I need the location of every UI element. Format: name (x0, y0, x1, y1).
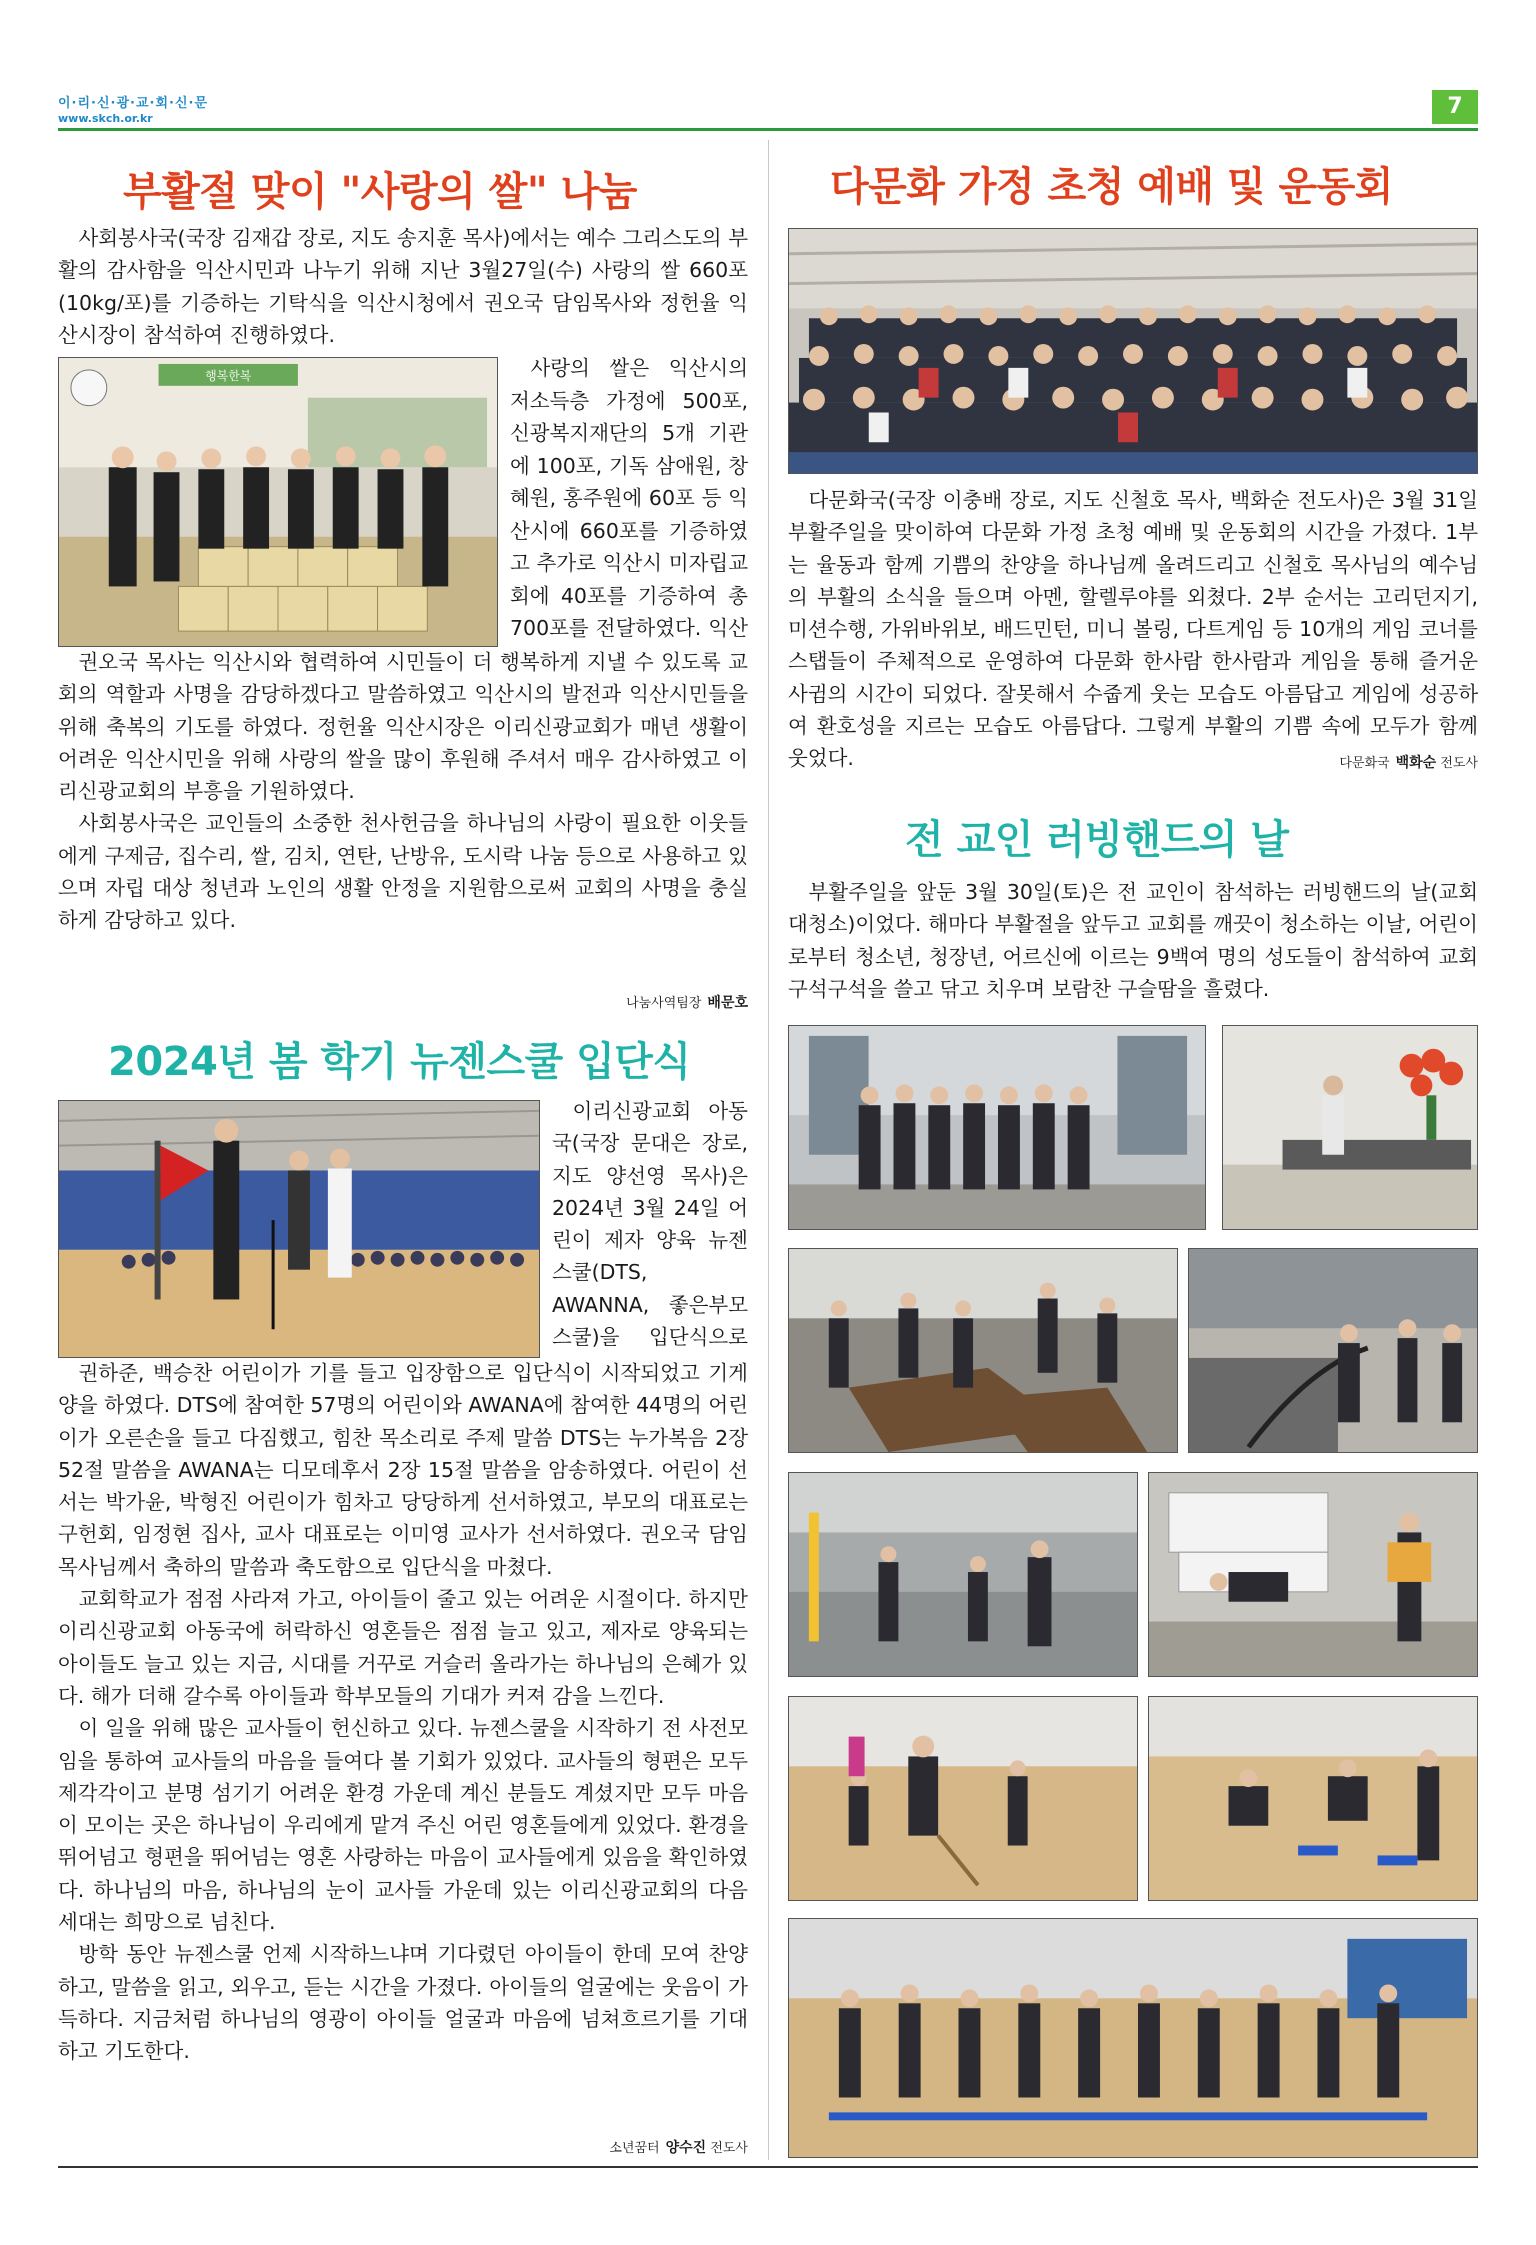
multicultural-byline-suffix: 전도사 (1440, 756, 1478, 771)
page-footer-rule (58, 2166, 1478, 2168)
masthead (58, 92, 1478, 132)
school-paragraph-3: 교회학교가 점점 사라져 가고, 아이들이 줄고 있는 어려운 시절이다. 하지만 이리신광교회 아동국에 허락하신 영혼들은 점점 늘고 있고, 제자로 양육되는 아이들도 늘고 있는 지금, 시대를 거꾸로 거슬러 올라가는 하나님의 은혜가 있다. 해가 더해 갈수록 아이들과 학부모들의 기대가 커져 감을 느낀다. (58, 1587, 748, 1708)
multicultural-article-title: 다문화 가정 초청 예배 및 운동회 (830, 164, 1393, 210)
rice-byline-name: 배문호 (707, 995, 748, 1011)
cleaning-photo-6 (1148, 1472, 1478, 1677)
rice-banner-text: 행복한복 (205, 368, 252, 383)
rice-article-intro (58, 222, 748, 352)
rice-paragraph-1: 사회봉사국(국장 김재갑 장로, 지도 송지훈 목사)에서는 예수 그리스도의 부활의 감사함을 익산시민과 나누기 위해 지난 3월27일(수) 사랑의 쌀 660포(10kg/포)를 기증하는 기탁식을 익산시청에서 권오국 담임목사와 정헌율 익산시장이 참석하여 진행하였다. (58, 226, 748, 347)
cleaning-photo-4 (1188, 1248, 1478, 1453)
rice-byline-role: 나눔사역팀장 (626, 996, 702, 1011)
cleaning-photo-8 (1148, 1696, 1478, 1901)
lovinghand-article-body (788, 876, 1478, 1006)
multicultural-byline (1230, 752, 1478, 772)
school-byline-name: 양수진 (665, 2140, 707, 2156)
cleaning-photo-5 (788, 1472, 1138, 1677)
rice-article-wrap (510, 352, 748, 646)
cleaning-photo-1 (788, 1025, 1206, 1230)
school-ceremony-photo (58, 1100, 540, 1358)
school-article-body (58, 1357, 748, 2159)
cleaning-photo-9 (788, 1918, 1478, 2158)
lovinghand-article-title: 전 교인 러빙핸드의 날 (905, 817, 1289, 863)
school-article-title: 2024년 봄 학기 뉴젠스쿨 입단식 (108, 1039, 691, 1085)
multicultural-paragraph-1: 다문화국(국장 이충배 장로, 지도 신철호 목사, 백화순 전도사)은 3월 31일 부활주일을 맞이하여 다문화 가정 초청 예배 및 운동회의 시간을 가졌다. 1부는 율동과 함께 기쁨의 찬양을 하나님께 올려드리고 신철호 목사님의 예수님의 부활의 소식을 들으며 아멘, 할렐루야를 외쳤다. 2부 순서는 고리던지기, 미션수행, 가위바위보, 배드민턴, 미니 볼링, 다트게임 등 10개의 게임 코너를 스탭들이 주체적으로 운영하여 다문화 한사람 한사람과 게임을 통해 즐거운 사귐의 시간이 되었다. 잘못해서 수줍게 웃는 모습도 아름답고 게임에 성공하여 환호성을 지르는 모습도 아름답다. 그렇게 부활의 기쁨 속에 모두가 함께 웃었다. (788, 488, 1478, 771)
page-number: 7 (1432, 90, 1478, 124)
cleaning-photo-2 (1222, 1025, 1478, 1230)
multicultural-byline-role: 다문화국 (1339, 756, 1390, 771)
cleaning-photo-7 (788, 1696, 1138, 1901)
rice-article-body (58, 646, 748, 1024)
newspaper-name: 이·리·신·광·교·회·신·문 (58, 96, 209, 111)
multicultural-article-body (788, 484, 1478, 774)
school-byline-role: 소년꿈터 (609, 2141, 660, 2156)
rice-paragraph-3: 권오국 목사는 익산시와 협력하여 시민들이 더 행복하게 지낼 수 있도록 교회의 역할과 사명을 감당하겠다고 말씀하였고 익산시의 발전과 익산시민들을 위해 축복의 기도를 하였다. 정헌율 익산시장은 이리신광교회가 매년 생활이 어려운 익산시민을 위해 사랑의 쌀을 많이 후원해 주셔서 매우 감사하였고 이리신광교회의 부흥을 기원하였다. (58, 650, 748, 804)
rice-byline (520, 992, 748, 1012)
rice-donation-photo (58, 357, 498, 647)
website-url[interactable]: www.skch.or.kr (58, 112, 153, 125)
school-paragraph-4: 이 일을 위해 많은 교사들이 헌신하고 있다. 뉴젠스쿨을 시작하기 전 사전모임을 통하여 교사들의 마음을 들여다 볼 기회가 있었다. 교사들의 형편은 모두 제각각이고 분명 섬기기 어려운 환경 가운데 계신 분들도 계셨지만 모두 마음이 모이는 곳은 하나님이 우리에게 맡겨 주신 어린 영혼들에게 있었다. 환경을 뛰어넘고 형편을 뛰어넘는 영혼 사랑하는 마음이 교사들에게 있음을 확인하였다. 하나님의 마음, 하나님의 눈이 교사들 가운데 있는 이리신광교회의 다음 세대는 희망으로 넘친다. (58, 1716, 748, 1935)
school-paragraph-2: 권하준, 백승찬 어린이가 기를 들고 입장함으로 입단식이 시작되었고 기게양을 하였다. DTS에 참여한 57명의 어린이와 AWANA에 참여한 44명의 어린이가 오른손을 들고 다짐했고, 힘찬 목소리로 주제 말씀 DTS는 누가복음 2장 52절 말씀을 AWANA는 디모데후서 2장 15절 말씀을 암송하였다. 어린이 선서는 박가윤, 박형진 어린이가 힘차고 당당하게 선서하였고, 부모의 대표로는 구헌회, 임정현 집사, 교사 대표로는 이미영 교사가 선서하였다. 권오국 담임목사님께서 축하의 말씀과 축도함으로 입단식을 마쳤다. (58, 1361, 748, 1579)
school-paragraph-1: 이리신광교회 아동국(국장 문대은 장로, 지도 양선영 목사)은 2024년 3월 24일 어린이 제자 양육 뉴젠스쿨(DTS, AWANNA, 좋은부모스쿨)을 입단식으로 (552, 1099, 748, 1350)
multicultural-byline-name: 백화순 (1395, 755, 1437, 771)
school-paragraph-5: 방학 동안 뉴젠스쿨 언제 시작하느냐며 기다렸던 아이들이 한데 모여 찬양하고, 말씀을 읽고, 외우고, 듣는 시간을 가졌다. 아이들의 얼굴에는 웃음이 가득하다. 지금처럼 하나님의 영광이 아이들 얼굴과 마음에 넘쳐흐르기를 기대하고 기도한다. (58, 1942, 748, 2064)
multicultural-group-photo (788, 228, 1478, 474)
cleaning-photo-3 (788, 1248, 1178, 1453)
column-divider (768, 140, 769, 2160)
rice-article-title: 부활절 맞이 "사랑의 쌀" 나눔 (123, 169, 637, 215)
lovinghand-paragraph-1: 부활주일을 앞둔 3월 30일(토)은 전 교인이 참석하는 러빙핸드의 날(교회 대청소)이었다. 해마다 부활절을 앞두고 교회를 깨끗이 청소하는 이날, 어린이로부터 청소년, 청장년, 어르신에 이르는 9백여 명의 성도들이 참석하여 교회 구석구석을 쓸고 닦고 치우며 보람찬 구슬땀을 흘렸다. (788, 880, 1478, 1001)
rice-paragraph-4: 사회봉사국은 교인들의 소중한 천사헌금을 하나님의 사랑이 필요한 이웃들에게 구제금, 집수리, 쌀, 김치, 연탄, 난방유, 도시락 나눔 등으로 사용하고 있으며 자립 대상 청년과 노인의 생활 안정을 지원함으로써 교회의 사명을 충실하게 감당하고 있다. (58, 811, 748, 933)
school-byline (500, 2137, 748, 2157)
masthead-divider (58, 128, 1478, 131)
rice-paragraph-2: 사랑의 쌀은 익산시의 저소득층 가정에 500포, 신광복지재단의 5개 기관에 100포, 기독 삼애원, 창혜원, 홍주원에 60포 등 익산시에 660포를 기증하였고 추가로 익산시 미자립교회에 40포를 기증하여 총 700포를 전달하였다. 익산 (510, 356, 748, 640)
school-byline-suffix: 전도사 (710, 2141, 748, 2156)
school-article-wrap (552, 1095, 748, 1357)
